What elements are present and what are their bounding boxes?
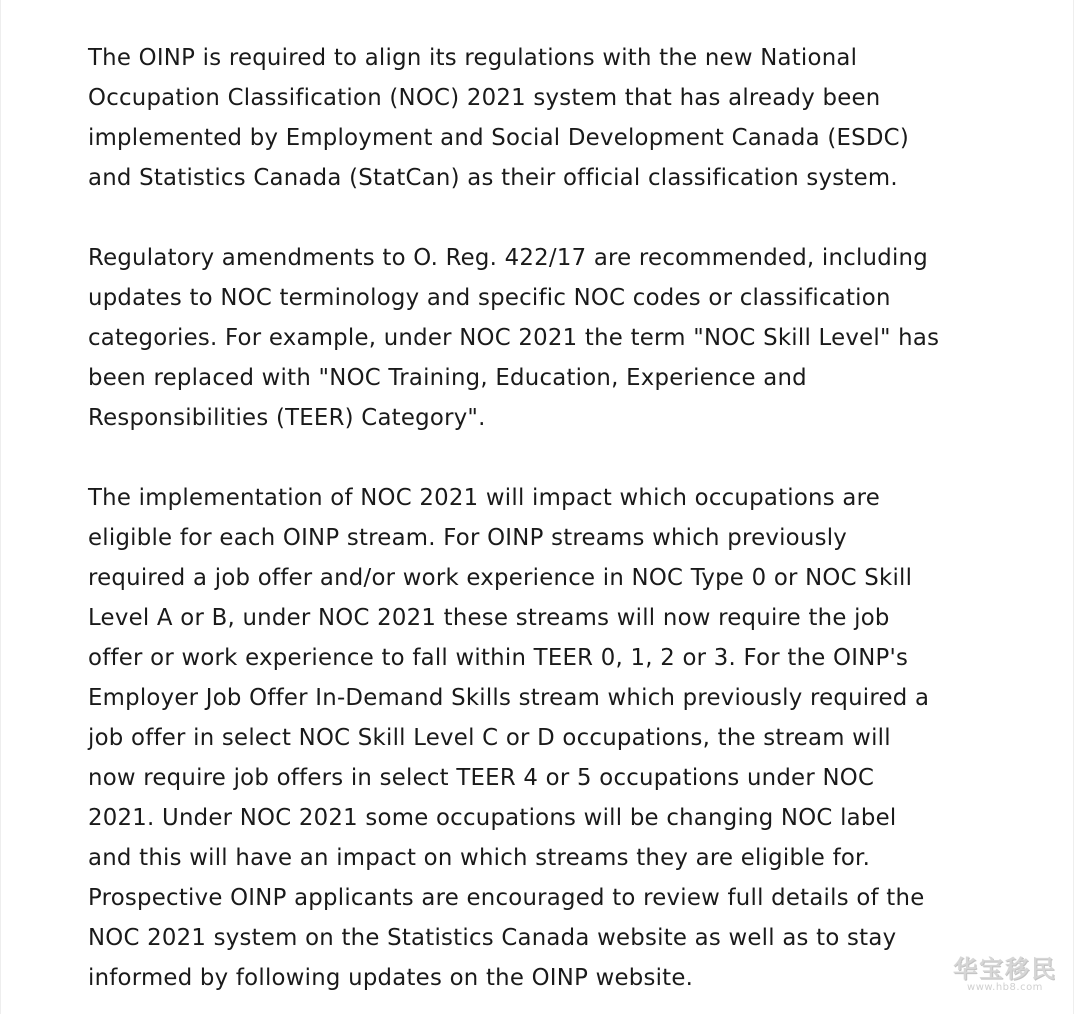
watermark-title: 华宝移民 bbox=[953, 954, 1057, 983]
paragraph-regulatory-amendments: Regulatory amendments to O. Reg. 422/17 are recommended, including updates to NOC terminology and specific NOC codes or classification categories. For example, under NOC 2021 the term "NOC Skill Level" has been replaced with "NOC Training, Education, Experience and Responsibilities (TEER) Category". bbox=[88, 245, 940, 431]
paragraph-noc-impact: The implementation of NOC 2021 will impact which occupations are eligible for each OINP stream. For OINP streams which previously required a job offer and/or work experience in NOC Type 0 or NOC Skill Level A or B, under NOC 2021 these streams will now require the job offer or work experience to fall within TEER 0, 1, 2 or 3. For the OINP's Employer Job Offer In-Demand Skills stream which previously required a job offer in select NOC Skill Level C or D occupations, the stream will now require job offers in select TEER 4 or 5 occupations under NOC 2021. Under NOC 2021 some occupations will be changing NOC label and this will have an impact on which streams they are eligible for. Prospective OINP applicants are encouraged to review full details of the NOC 2021 system on the Statistics Canada website as well as to stay informed by following updates on the OINP website. bbox=[88, 485, 930, 991]
watermark-logo bbox=[949, 956, 1061, 996]
paragraph-noc-alignment: The OINP is required to align its regulations with the new National Occupation Classification (NOC) 2021 system that has already been implemented by Employment and Social Development Canada (ESDC) and Statistics Canada (StatCan) as their official classification system. bbox=[88, 45, 909, 191]
article-body bbox=[88, 38, 1018, 998]
watermark-url: www.hb8.com bbox=[967, 982, 1043, 993]
